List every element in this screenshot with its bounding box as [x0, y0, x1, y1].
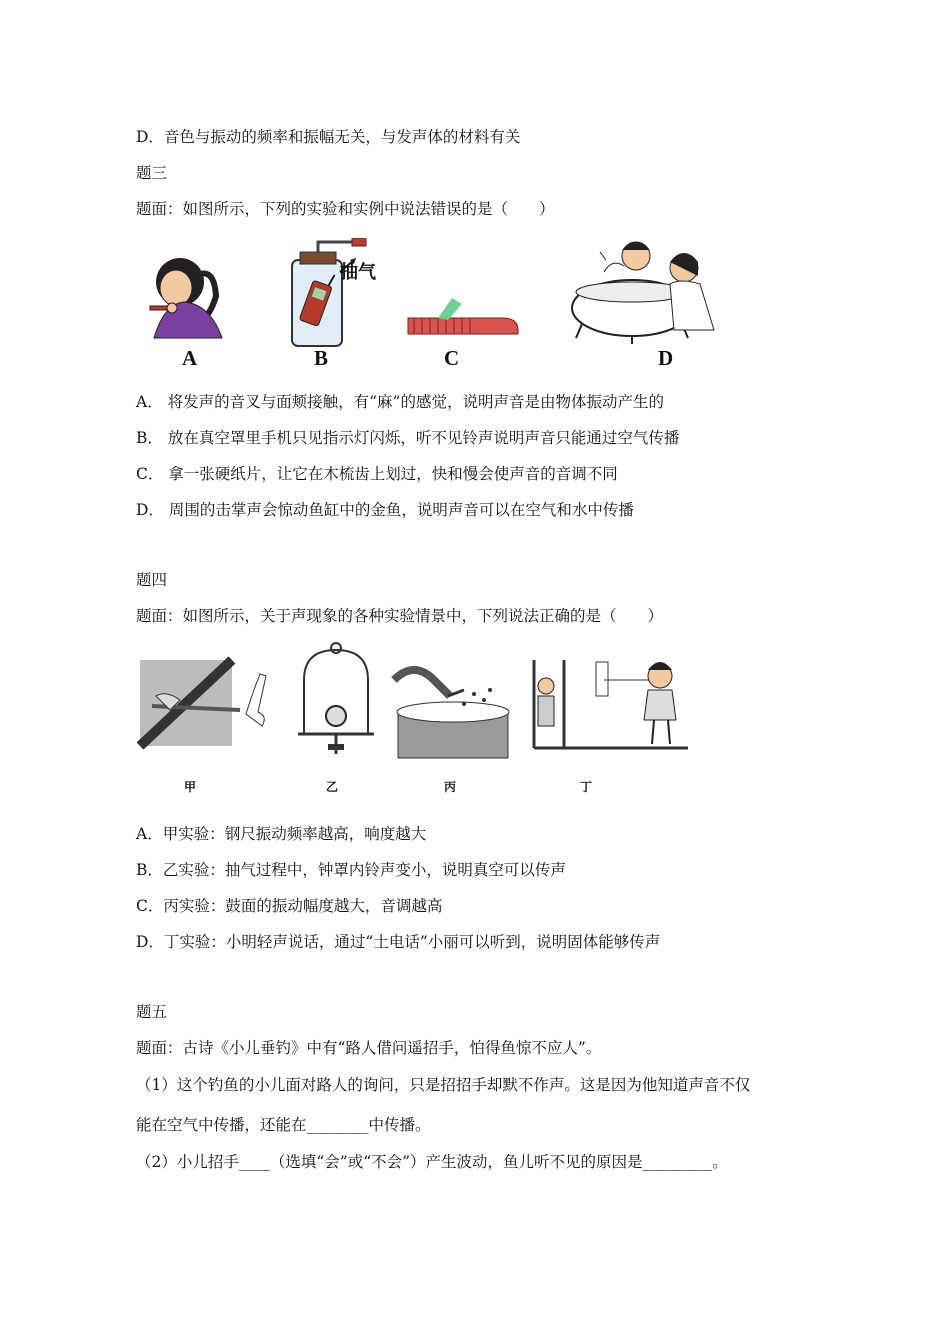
pump-label: 抽气 — [340, 262, 376, 283]
figure-ding-string-phone-icon — [534, 660, 688, 748]
q4-option-c: C．丙实验：鼓面的振动幅度越大，音调越高 — [136, 897, 443, 915]
question-3-title: 题三 — [136, 164, 168, 182]
q4-figure — [136, 640, 696, 800]
q5-part1-line1: （1）这个钓鱼的小儿面对路人的询问，只是招招手却默不作声。这是因为他知道声音不仅 — [136, 1076, 751, 1094]
figure-d-fish-bowl-icon — [572, 242, 714, 344]
figure-b-vacuum-jar-icon — [292, 238, 366, 346]
q4-figure-drawings — [136, 640, 696, 770]
q3-option-a: A． 将发声的音叉与面颊接触，有“麻”的感觉，说明声音是由物体振动产生的 — [136, 393, 664, 411]
q3-option-c: C． 拿一张硬纸片，让它在木梳齿上划过，快和慢会使声音的音调不同 — [136, 465, 618, 483]
q3-figure — [136, 238, 736, 373]
figure-label-a: A — [182, 346, 198, 370]
figure-label-d: D — [658, 346, 674, 370]
figure-label-jia: 甲 — [184, 780, 197, 794]
figure-label-bing: 丙 — [444, 780, 457, 794]
question-4-title: 题四 — [136, 571, 168, 589]
q4-option-b: B．乙实验：抽气过程中，钟罩内铃声变小，说明真空可以传声 — [136, 861, 566, 879]
figure-label-c: C — [444, 346, 460, 370]
figure-a-girl-icon — [150, 258, 222, 338]
figure-c-comb-icon — [408, 298, 518, 334]
q4-option-a: A．甲实验：钢尺振动频率越高，响度越大 — [136, 825, 427, 843]
question-3-stem: 题面：如图所示，下列的实验和实例中说法错误的是（ ） — [136, 200, 555, 218]
q5-part1-line2: 能在空气中传播，还能在________中传播。 — [136, 1116, 431, 1134]
question-5-stem: 题面：古诗《小儿垂钓》中有“路人借问遥招手，怕得鱼惊不应人”。 — [136, 1039, 602, 1057]
figure-label-yi: 乙 — [326, 780, 339, 794]
prev-option-d: D．音色与振动的频率和振幅无关，与发声体的材料有关 — [136, 128, 521, 146]
q3-figure-drawings — [136, 238, 736, 348]
figure-yi-bell-jar-icon — [298, 643, 374, 754]
question-5-title: 题五 — [136, 1003, 168, 1021]
figure-label-ding: 丁 — [580, 780, 593, 794]
q5-part2: （2）小儿招手____（选填“会”或“不会”）产生波动，鱼儿听不见的原因是_________。 — [136, 1153, 728, 1171]
figure-bing-drum-icon — [394, 670, 509, 758]
figure-jia-ruler-icon — [140, 660, 266, 746]
figure-label-b: B — [314, 346, 329, 370]
q3-option-b: B． 放在真空罩里手机只见指示灯闪烁，听不见铃声说明声音只能通过空气传播 — [136, 429, 680, 447]
q4-option-d: D．丁实验：小明轻声说话，通过“土电话”小丽可以听到，说明固体能够传声 — [136, 933, 661, 951]
q3-option-d: D． 周围的击掌声会惊动鱼缸中的金鱼，说明声音可以在空气和水中传播 — [136, 501, 634, 519]
question-4-stem: 题面：如图所示，关于声现象的各种实验情景中，下列说法正确的是（ ） — [136, 607, 664, 625]
